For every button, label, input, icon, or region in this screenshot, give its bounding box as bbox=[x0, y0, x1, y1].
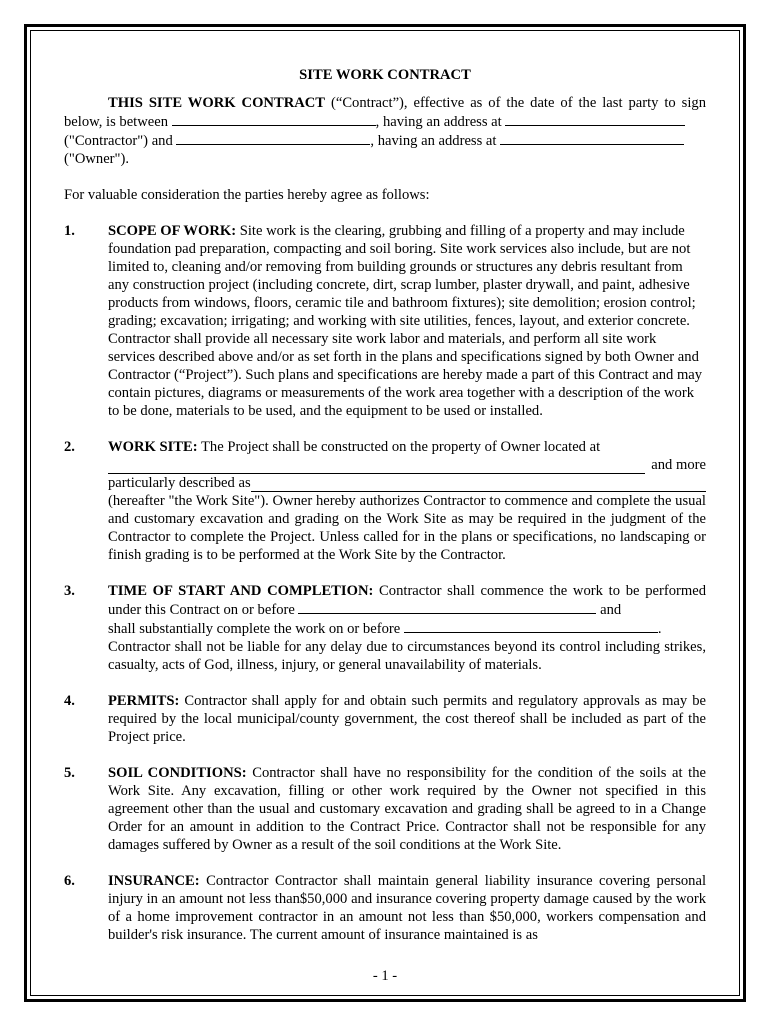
consideration-text: For valuable consideration the parties hereby agree as follows: bbox=[64, 187, 430, 203]
section-heading: PERMITS: bbox=[108, 693, 180, 709]
section-time-of-start: 3. TIME OF START AND COMPLETION: Contractor shall commence the work to be performed under this Contract on or before and shall substantially complete the work on or before . Contractor shall not be liable for any delay due to circumstances beyond its control including strikes, casualty, acts of God, illness, injury, or general unavailability of materials. bbox=[64, 583, 706, 673]
property-description-blank[interactable] bbox=[251, 477, 706, 492]
section-heading: INSURANCE: bbox=[108, 873, 200, 889]
section-number: 3. bbox=[64, 583, 75, 599]
contractor-name-blank[interactable] bbox=[172, 112, 376, 126]
section-number: 6. bbox=[64, 873, 75, 889]
section-heading: WORK SITE: bbox=[108, 439, 198, 455]
section-text: Site work is the clearing, grubbing and filling of a property and may include foundation pad preparation, compacting and soil boring. Site work services also include, but are not limited to, cleaning and/or removing from building grounds or structures any debris resultant from any construction project (including concrete, dirt, scrap lumber, plaster drywall, and paint, adhesive products from windows, floors, ceramic tile and bathroom fixtures); site demolition; erosion control; grading; excavation; irrigating; and working with site utilities, fences, layout, and exterior concrete. Contractor shall provide all necessary site work labor and materials, and perform all site work services described above and/or as set forth in the plans and specifications signed by both Owner and Contractor (“Project”). Such plans and specifications are hereby made a part of this Contract and may contain pictures, diagrams or measurements of the work area together with a description of the work to be done, materials to be used, and the equipment to be used or installed. bbox=[108, 223, 703, 419]
owner-name-blank[interactable] bbox=[176, 131, 370, 145]
section-heading: SCOPE OF WORK: bbox=[108, 223, 237, 239]
section-number: 2. bbox=[64, 439, 75, 455]
owner-address-blank[interactable] bbox=[500, 131, 684, 145]
section-heading: TIME OF START AND COMPLETION: bbox=[108, 583, 374, 599]
section-scope-of-work bbox=[64, 222, 706, 420]
section-text: Contractor Contractor shall maintain general liability insurance covering personal injury in an amount not less than$50,000 and insurance covering property damage caused by the work of a home improvement contractor in an amount not less than $50,000, workers compensation and builder's risk insurance. The current amount of insurance maintained is as bbox=[108, 873, 706, 943]
property-location-blank[interactable] bbox=[108, 459, 645, 474]
section-number: 4. bbox=[64, 693, 75, 709]
start-date-blank[interactable] bbox=[298, 600, 596, 614]
section-soil-conditions bbox=[64, 764, 706, 854]
section-text: Contractor shall not be liable for any delay due to circumstances beyond its control including strikes, casualty, acts of God, illness, injury, or general unavailability of materials. bbox=[108, 639, 706, 673]
section-number: 5. bbox=[64, 765, 75, 781]
section-insurance bbox=[64, 872, 706, 944]
section-work-site: 2. WORK SITE: The Project shall be constructed on the property of Owner located at and more particularly described as (hereafter "the Work Site"). Owner hereby authorizes Contractor to commence and complete the usual and customary excavation and grading on the Work Site as may be required in the judgment of the Contractor to complete the Project. Unless called for in the plans or specifications, no landscaping or finish grading is to be performed at the Work Site by the Contractor. bbox=[64, 439, 706, 563]
page-number: - 1 - bbox=[372, 968, 398, 984]
section-text: Contractor shall have no responsibility for the condition of the soils at the Work Site. Any excavation, filling or other work required by the Owner not specified in this agreement other than the usual and customary excavation and grading shall be agreed to in a Change Order for an amount in addition to the Contract Price. Contractor shall not be responsible for any damages suffered by Owner as a result of the soil conditions at the Work Site. bbox=[108, 765, 706, 853]
section-number: 1. bbox=[64, 223, 75, 239]
completion-date-blank[interactable] bbox=[404, 619, 658, 633]
section-text: (hereafter "the Work Site"). Owner hereby authorizes Contractor to commence and complete the usual and customary excavation and grading on the Work Site as may be required in the judgment of the Contractor to complete the Project. Unless called for in the plans or specifications, no landscaping or finish grading is to be performed at the Work Site by the Contractor. bbox=[108, 493, 706, 563]
contract-page bbox=[64, 66, 706, 962]
section-heading: SOIL CONDITIONS: bbox=[108, 765, 247, 781]
section-text: Contractor shall apply for and obtain such permits and regulatory approvals as may be required by the local municipal/county government, the cost thereof shall be included as part of the Project price. bbox=[108, 693, 706, 745]
document-title: SITE WORK CONTRACT bbox=[299, 67, 471, 83]
contractor-address-blank[interactable] bbox=[505, 112, 685, 126]
intro-paragraph: THIS SITE WORK CONTRACT (“Contract”), effective as of the date of the last party to sign below, is between , having an address at ("Contractor") and , having an address at ("Owner"). bbox=[64, 95, 706, 167]
intro-lead: THIS SITE WORK CONTRACT bbox=[108, 95, 326, 111]
section-permits bbox=[64, 692, 706, 746]
